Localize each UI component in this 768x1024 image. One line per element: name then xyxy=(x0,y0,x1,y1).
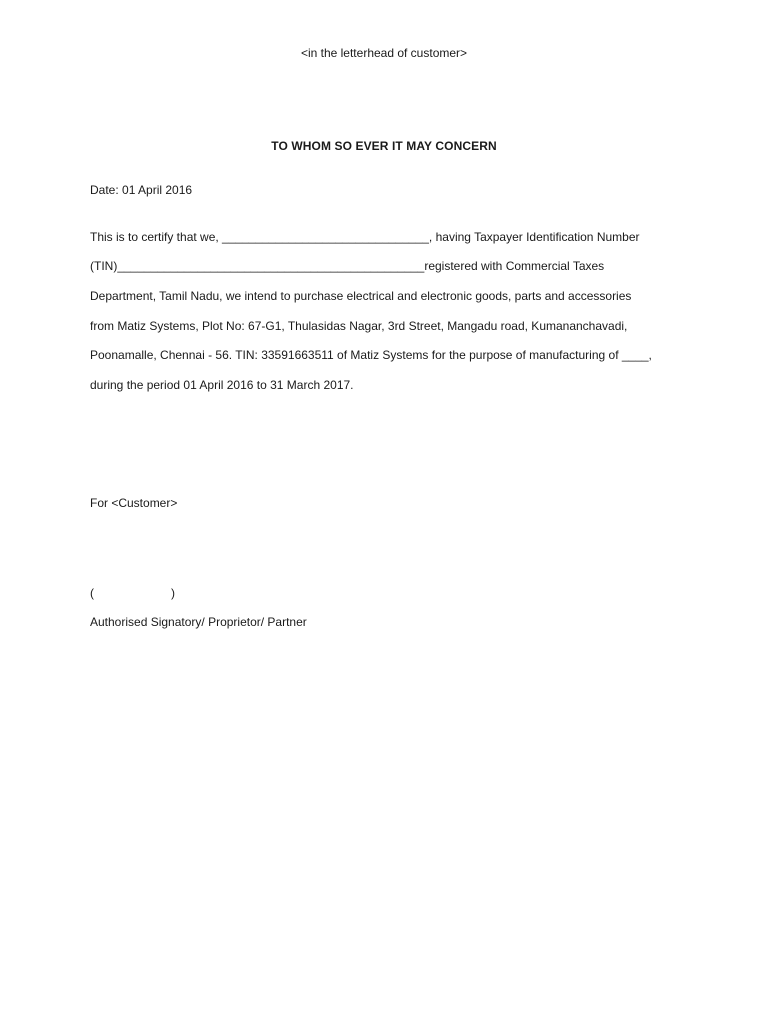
body-line: Department, Tamil Nadu, we intend to purchase electrical and electronic goods, parts and accessories xyxy=(90,289,632,303)
body-line: during the period 01 April 2016 to 31 March 2017. xyxy=(90,378,354,392)
body-line: This is to certify that we, _______________________________, having Taxpayer Identification Number xyxy=(90,230,640,244)
document-title: TO WHOM SO EVER IT MAY CONCERN xyxy=(271,139,497,153)
signatory-role: Authorised Signatory/ Proprietor/ Partner xyxy=(90,615,307,629)
body-line: (TIN)______________________________________________registered with Commercial Taxes xyxy=(90,259,605,273)
signature-paren-close: ) xyxy=(171,586,175,600)
closing-for-customer: For <Customer> xyxy=(90,496,178,510)
date-line: Date: 01 April 2016 xyxy=(90,183,193,197)
letterhead-note: <in the letterhead of customer> xyxy=(300,46,468,60)
body-line: from Matiz Systems, Plot No: 67-G1, Thulasidas Nagar, 3rd Street, Mangadu road, Kumananchavadi, xyxy=(90,319,628,333)
body-line: Poonamalle, Chennai - 56. TIN: 33591663511 of Matiz Systems for the purpose of manufacturing of ____, xyxy=(90,348,652,362)
signature-paren-open: ( xyxy=(90,586,94,600)
